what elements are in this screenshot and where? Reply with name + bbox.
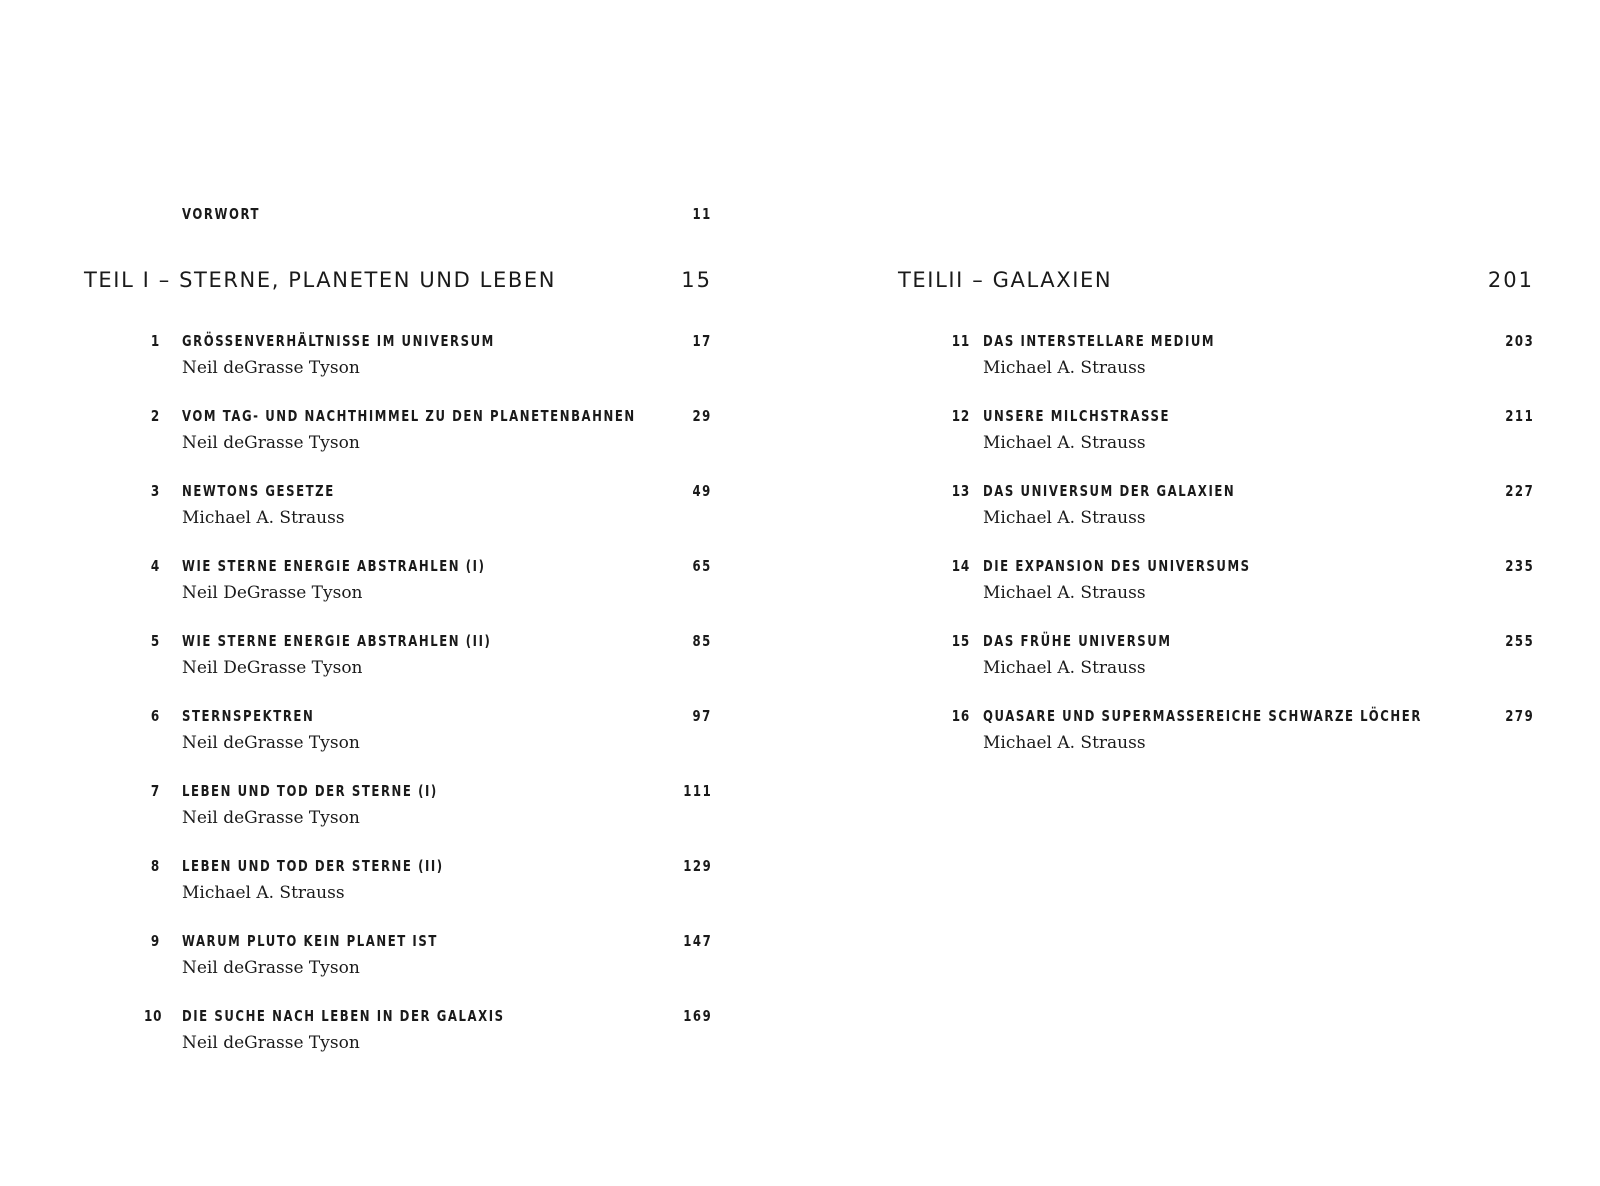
foreword-page: 11	[692, 205, 712, 223]
part-heading-2[interactable]	[898, 268, 1534, 298]
chapter-number: 15	[951, 632, 970, 650]
toc-entry-chapter[interactable]	[140, 557, 712, 632]
toc-entry-chapter[interactable]	[938, 632, 1534, 707]
toc-entry-foreword[interactable]	[182, 205, 712, 229]
chapter-title: GRÖSSENVERHÄLTNISSE IM UNIVERSUM	[182, 332, 495, 350]
chapter-title: VOM TAG- UND NACHTHIMMEL ZU DEN PLANETENBAHNEN	[182, 407, 636, 425]
part-heading-1[interactable]	[84, 268, 712, 298]
chapter-title: DAS INTERSTELLARE MEDIUM	[983, 332, 1216, 350]
chapter-page: 147	[682, 932, 712, 950]
chapter-title: WIE STERNE ENERGIE ABSTRAHLEN (II)	[182, 632, 492, 650]
chapter-number: 5	[150, 632, 160, 650]
chapter-author: Michael A. Strauss	[983, 433, 1146, 453]
chapter-page: 169	[682, 1007, 712, 1025]
chapter-title: DAS UNIVERSUM DER GALAXIEN	[983, 482, 1236, 500]
chapter-list-part-2	[938, 332, 1534, 782]
chapter-title: UNSERE MILCHSTRASSE	[983, 407, 1171, 425]
chapter-author: Neil DeGrasse Tyson	[182, 583, 363, 603]
chapter-list-part-1	[140, 332, 712, 1082]
chapter-author: Neil deGrasse Tyson	[182, 358, 360, 378]
chapter-number: 7	[150, 782, 160, 800]
chapter-title: DIE EXPANSION DES UNIVERSUMS	[983, 557, 1251, 575]
chapter-title: NEWTONS GESETZE	[182, 482, 335, 500]
toc-entry-chapter[interactable]	[140, 857, 712, 932]
chapter-title: STERNSPEKTREN	[182, 707, 315, 725]
part-page: 15	[681, 268, 712, 292]
chapter-author: Michael A. Strauss	[983, 358, 1146, 378]
toc-entry-chapter[interactable]	[140, 407, 712, 482]
chapter-page: 49	[692, 482, 712, 500]
chapter-page: 85	[692, 632, 712, 650]
chapter-number: 6	[150, 707, 160, 725]
chapter-number: 2	[150, 407, 160, 425]
chapter-author: Neil deGrasse Tyson	[182, 733, 360, 753]
chapter-title: DIE SUCHE NACH LEBEN IN DER GALAXIS	[182, 1007, 505, 1025]
chapter-number: 16	[951, 707, 970, 725]
chapter-title: WIE STERNE ENERGIE ABSTRAHLEN (I)	[182, 557, 486, 575]
chapter-author: Michael A. Strauss	[983, 658, 1146, 678]
chapter-title: WARUM PLUTO KEIN PLANET IST	[182, 932, 438, 950]
chapter-author: Neil deGrasse Tyson	[182, 1033, 360, 1053]
chapter-page: 255	[1504, 632, 1534, 650]
chapter-page: 235	[1504, 557, 1534, 575]
chapter-number: 11	[951, 332, 970, 350]
chapter-title: DAS FRÜHE UNIVERSUM	[983, 632, 1172, 650]
toc-entry-chapter[interactable]	[938, 482, 1534, 557]
chapter-author: Neil DeGrasse Tyson	[182, 658, 363, 678]
toc-entry-chapter[interactable]	[140, 932, 712, 1007]
chapter-number: 12	[951, 407, 970, 425]
chapter-page: 29	[692, 407, 712, 425]
chapter-author: Michael A. Strauss	[983, 733, 1146, 753]
chapter-author: Neil deGrasse Tyson	[182, 433, 360, 453]
toc-entry-chapter[interactable]	[938, 557, 1534, 632]
chapter-page: 279	[1504, 707, 1534, 725]
foreword-title: VORWORT	[182, 205, 261, 223]
chapter-title: LEBEN UND TOD DER STERNE (I)	[182, 782, 438, 800]
chapter-page: 129	[682, 857, 712, 875]
toc-entry-chapter[interactable]	[140, 782, 712, 857]
chapter-page: 211	[1504, 407, 1534, 425]
toc-entry-chapter[interactable]	[140, 707, 712, 782]
toc-entry-chapter[interactable]	[938, 332, 1534, 407]
chapter-number: 4	[150, 557, 160, 575]
part-title: TEILII – GALAXIEN	[898, 268, 1113, 292]
chapter-number: 13	[951, 482, 970, 500]
toc-entry-chapter[interactable]	[938, 707, 1534, 782]
toc-entry-chapter[interactable]	[140, 632, 712, 707]
chapter-author: Neil deGrasse Tyson	[182, 808, 360, 828]
toc-entry-chapter[interactable]	[140, 332, 712, 407]
part-page: 201	[1487, 268, 1534, 292]
chapter-number: 10	[144, 1007, 163, 1025]
chapter-author: Neil deGrasse Tyson	[182, 958, 360, 978]
toc-entry-chapter[interactable]	[938, 407, 1534, 482]
chapter-author: Michael A. Strauss	[983, 583, 1146, 603]
chapter-number: 9	[150, 932, 160, 950]
chapter-number: 3	[150, 482, 160, 500]
chapter-number: 8	[150, 857, 160, 875]
chapter-page: 65	[692, 557, 712, 575]
chapter-title: QUASARE UND SUPERMASSEREICHE SCHWARZE LÖCHER	[983, 707, 1422, 725]
chapter-author: Michael A. Strauss	[182, 883, 345, 903]
toc-entry-chapter[interactable]	[140, 1007, 712, 1082]
chapter-number: 14	[951, 557, 970, 575]
chapter-author: Michael A. Strauss	[182, 508, 345, 528]
part-title: TEIL I – STERNE, PLANETEN UND LEBEN	[84, 268, 557, 292]
chapter-author: Michael A. Strauss	[983, 508, 1146, 528]
toc-entry-chapter[interactable]	[140, 482, 712, 557]
chapter-page: 17	[692, 332, 712, 350]
chapter-page: 227	[1504, 482, 1534, 500]
chapter-title: LEBEN UND TOD DER STERNE (II)	[182, 857, 444, 875]
chapter-number: 1	[150, 332, 160, 350]
chapter-page: 203	[1504, 332, 1534, 350]
chapter-page: 97	[692, 707, 712, 725]
chapter-page: 111	[682, 782, 712, 800]
